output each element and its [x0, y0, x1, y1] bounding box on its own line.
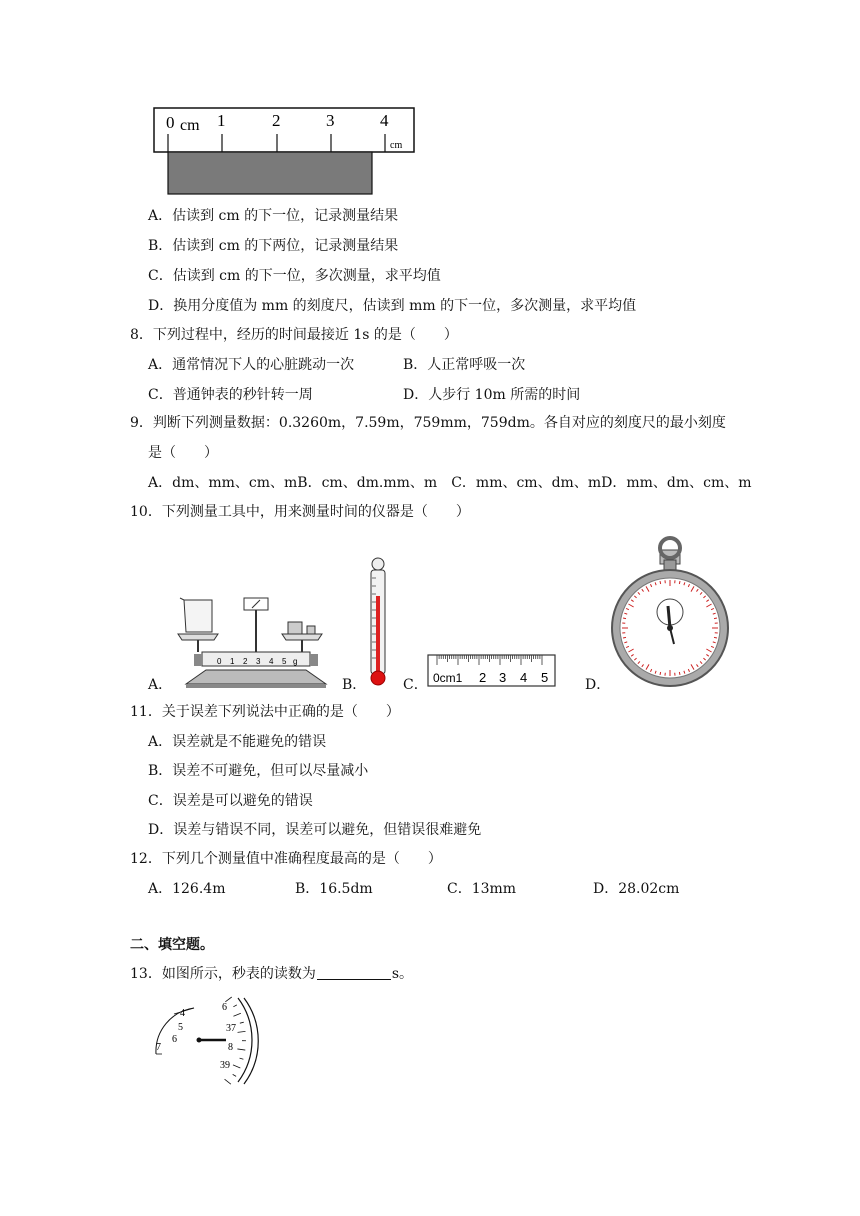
ruler-unit-right: cm — [390, 140, 403, 151]
q11-option-b: B．误差不可避免，但可以尽量减小 — [148, 763, 369, 779]
q11-stem: 11．关于误差下列说法中正确的是（ ） — [130, 704, 400, 720]
q9-stem-line1: 9．判断下列测量数据：0.3260m，7.59m，759mm，759dm。各自对应的刻度尺的最小刻度 — [130, 415, 726, 431]
q12-stem: 12．下列几个测量值中准确程度最高的是（ ） — [130, 851, 442, 867]
q8-option-a: A．通常情况下人的心脏跳动一次 — [148, 357, 355, 373]
small-ruler-tick-0: 0cm1 — [433, 671, 463, 685]
small-ruler-tick-3: 3 — [499, 670, 507, 685]
ruler-unit-left: cm — [180, 117, 200, 134]
tick-mark — [679, 581, 680, 584]
q7-option-c: C．估读到 cm 的下一位，多次测量，求平均值 — [148, 268, 441, 284]
second-dial-37: 37 — [226, 1023, 236, 1034]
tick-mark — [240, 1058, 244, 1059]
q11-option-c: C．误差是可以避免的错误 — [148, 793, 313, 809]
tick-mark — [714, 637, 717, 638]
ruler-figure — [150, 106, 420, 198]
second-dial-8: 8 — [228, 1042, 233, 1053]
minute-dial-7: 7 — [156, 1042, 161, 1053]
q8-option-b: B．人正常呼吸一次 — [403, 357, 526, 373]
tick-mark — [660, 672, 661, 675]
q10-label-a: A． — [148, 677, 173, 693]
q11-option-a: A．误差就是不能避免的错误 — [148, 734, 327, 750]
balance-icon — [172, 592, 342, 692]
tick-mark — [679, 672, 680, 675]
q7-option-d: D．换用分度值为 mm 的刻度尺，估读到 mm 的下一位，多次测量，求平均值 — [148, 298, 637, 314]
q10-label-c: C． — [403, 677, 428, 693]
balance-tick-3: 3 — [256, 657, 261, 666]
ruler-tick-0: 0 — [166, 113, 175, 132]
q12-option-c: C．13mm — [447, 881, 517, 897]
q8-option-d: D．人步行 10m 所需的时间 — [403, 387, 581, 403]
ruler-tick-1: 1 — [217, 111, 226, 130]
minute-dial-5: 5 — [178, 1022, 183, 1033]
q10-label-d: D． — [585, 677, 611, 693]
tick-mark — [623, 637, 626, 638]
tick-mark — [233, 1065, 240, 1068]
q12-option-d: D．28.02cm — [593, 881, 680, 897]
tick-mark — [714, 618, 717, 619]
balance-tick-4: 4 — [269, 657, 274, 666]
q9-stem-line2: 是（ ） — [148, 445, 218, 461]
small-ruler-tick-5: 5 — [541, 670, 549, 685]
tick-mark — [233, 1074, 236, 1076]
balance-tick-1: 1 — [230, 657, 235, 666]
second-dial-39: 39 — [220, 1060, 230, 1071]
q7-option-a: A．估读到 cm 的下一位，记录测量结果 — [148, 208, 399, 224]
ruler-tick-4: 4 — [380, 111, 389, 130]
q9-options: A．dm、mm、cm、mB．cm、dm.mm、m C．mm、cm、dm、mD．mm、dm、cm、m — [148, 475, 752, 491]
q13-stem — [130, 964, 413, 984]
q10-stem: 10．下列测量工具中，用来测量时间的仪器是（ ） — [130, 504, 470, 520]
q11-option-d: D．误差与错误不同，误差可以避免，但错误很难避免 — [148, 822, 482, 838]
tick-mark — [240, 1022, 244, 1023]
q13-stem-text: 13．如图所示，秒表的读数为 — [130, 966, 316, 982]
small-ruler-icon — [427, 654, 557, 688]
thermometer-icon — [364, 556, 392, 688]
balance-unit: g — [293, 657, 298, 666]
ruler-tick-3: 3 — [326, 111, 335, 130]
balance-tick-2: 2 — [243, 657, 248, 666]
q12-option-a: A．126.4m — [148, 881, 226, 897]
q7-option-b: B．估读到 cm 的下两位，记录测量结果 — [148, 238, 399, 254]
q13-unit: s。 — [391, 966, 414, 982]
balance-tick-0: 0 — [217, 657, 222, 666]
small-ruler-tick-2: 2 — [479, 670, 487, 685]
stopwatch-reading-figure — [150, 994, 270, 1086]
second-dial-6: 6 — [222, 1002, 227, 1013]
q10-label-b: B． — [342, 677, 367, 693]
q12-option-b: B．16.5dm — [295, 881, 373, 897]
tick-mark — [233, 1005, 236, 1007]
tick-mark — [623, 618, 626, 619]
tick-mark — [237, 1049, 245, 1050]
q13-answer-blank[interactable] — [317, 965, 391, 980]
stopwatch-icon — [610, 536, 730, 688]
minute-dial-4: 4 — [180, 1008, 185, 1019]
small-ruler-tick-4: 4 — [520, 670, 528, 685]
q8-option-c: C．普通钟表的秒针转一周 — [148, 387, 313, 403]
minute-dial-6: 6 — [172, 1034, 177, 1045]
tick-mark — [233, 1013, 240, 1016]
section-title: 二、填空题。 — [130, 937, 214, 953]
q8-stem: 8．下列过程中，经历的时间最接近 1s 的是（ ） — [130, 327, 458, 343]
tick-mark — [238, 1031, 246, 1032]
tick-mark — [660, 581, 661, 584]
ruler-tick-2: 2 — [272, 111, 281, 130]
balance-tick-5: 5 — [282, 657, 287, 666]
tick-mark — [225, 1079, 231, 1084]
